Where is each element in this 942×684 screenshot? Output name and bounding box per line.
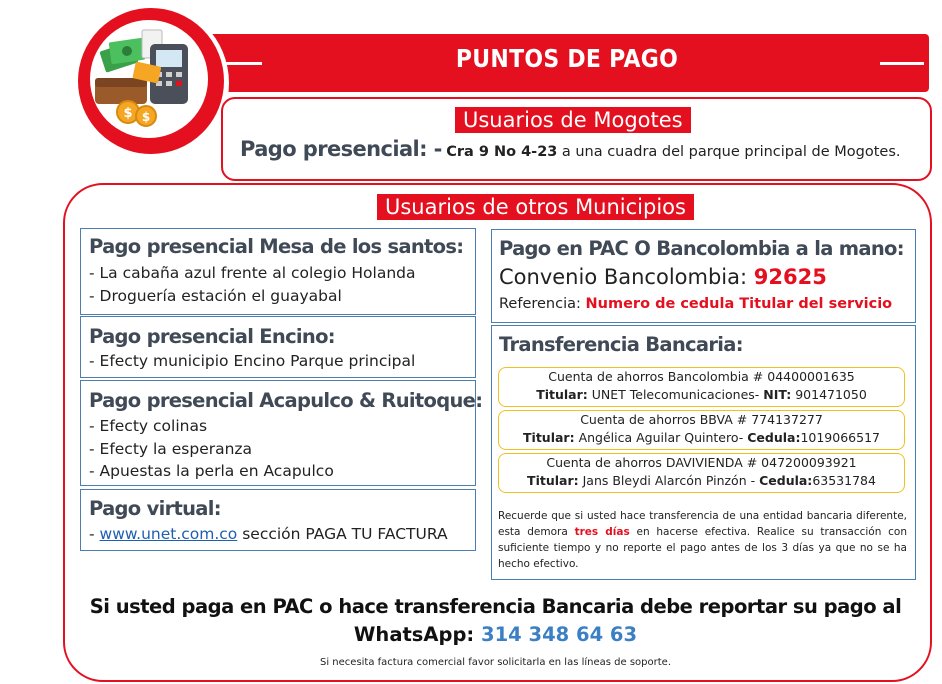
account-holder: Titular: Angélica Aguilar Quintero- Cedula:1019066517	[523, 430, 880, 445]
list-item: - Droguería estación el guayabal	[89, 287, 342, 305]
unet-website-link[interactable]: www.unet.com.co	[99, 525, 238, 543]
whatsapp-number[interactable]: 314 348 64 63	[481, 623, 638, 646]
convenio-number: 92625	[753, 265, 827, 289]
pac-title: Pago en PAC O Bancolombia a la mano:	[499, 237, 904, 260]
whatsapp-line	[63, 623, 928, 646]
panel-mesa-de-los-santos	[80, 228, 476, 315]
mesa-title: Pago presencial Mesa de los santos:	[89, 235, 464, 258]
reference-line	[499, 296, 892, 312]
mogotes-address-detail: a una cuadra del parque principal de Mogotes.	[561, 144, 901, 160]
account-number: Cuenta de ahorros Bancolombia # 04400001635	[548, 369, 855, 384]
virtual-line	[89, 525, 448, 543]
panel-pago-virtual	[80, 489, 476, 551]
mogotes-address: Cra 9 No 4-23	[446, 144, 558, 160]
other-municipalities-badge: Usuarios de otros Municipios	[377, 194, 694, 220]
account-holder: Titular: Jans Bleydi Alarcón Pinzón - Cedula:63531784	[527, 473, 876, 488]
account-card	[498, 367, 905, 407]
list-item: - Efecty la esperanza	[89, 440, 253, 458]
list-item: - Efecty municipio Encino Parque principal	[89, 352, 416, 370]
transfer-title: Transferencia Bancaria:	[499, 333, 743, 356]
account-number: Cuenta de ahorros DAVIVIENDA # 047200093921	[546, 455, 857, 470]
virtual-detail: sección PAGA TU FACTURA	[237, 525, 448, 543]
payment-icon	[90, 20, 208, 138]
account-number: Cuenta de ahorros BBVA # 774137277	[580, 412, 823, 427]
invoice-note: Si necesita factura comercial favor solicitarla en las líneas de soporte.	[320, 657, 671, 668]
convenio-label: Convenio Bancolombia:	[499, 265, 748, 289]
transfer-note: Recuerde que si usted hace transferencia de una entidad bancaria diferente, esta demora tres días en hacerse efectiva. Realice su transacción con suficiente tiempo y no reporte el pago antes de los 3 días ya que no se ha hecho efectivo.	[498, 510, 907, 570]
panel-encino	[80, 316, 476, 378]
acapulco-title: Pago presencial Acapulco & Ruitoque:	[89, 389, 483, 412]
virtual-title: Pago virtual:	[89, 497, 221, 520]
account-holder: Titular: UNET Telecomunicaciones- NIT: 901471050	[536, 387, 867, 402]
panel-acapulco-ruitoque	[80, 380, 483, 486]
report-payment-instruction: Si usted paga en PAC o hace transferencia Bancaria debe reportar su pago al	[89, 595, 902, 618]
banner-divider-right	[880, 62, 924, 65]
panel-pac-bancolombia	[491, 229, 916, 323]
svg-text:$: $	[123, 106, 133, 121]
mogotes-badge: Usuarios de Mogotes	[455, 107, 691, 133]
svg-text:$: $	[141, 110, 151, 124]
virtual-prefix: -	[89, 525, 100, 543]
convenio-line	[499, 265, 827, 289]
encino-title: Pago presencial Encino:	[89, 325, 335, 348]
mogotes-address-line	[240, 137, 900, 161]
mogotes-label: Pago presencial: -	[240, 137, 442, 161]
note-emphasis: tres días	[574, 526, 630, 538]
page-title: PUNTOS DE PAGO	[455, 44, 679, 73]
list-item: - Apuestas la perla en Acapulco	[89, 462, 334, 480]
list-item: - Efecty colinas	[89, 417, 208, 435]
list-item: - La cabaña azul frente al colegio Holanda	[89, 264, 416, 282]
account-card	[498, 453, 905, 493]
reference-label: Referencia:	[499, 296, 581, 312]
whatsapp-label: WhatsApp:	[353, 623, 475, 646]
account-card	[498, 410, 905, 450]
reference-value: Numero de cedula Titular del servicio	[585, 296, 893, 312]
